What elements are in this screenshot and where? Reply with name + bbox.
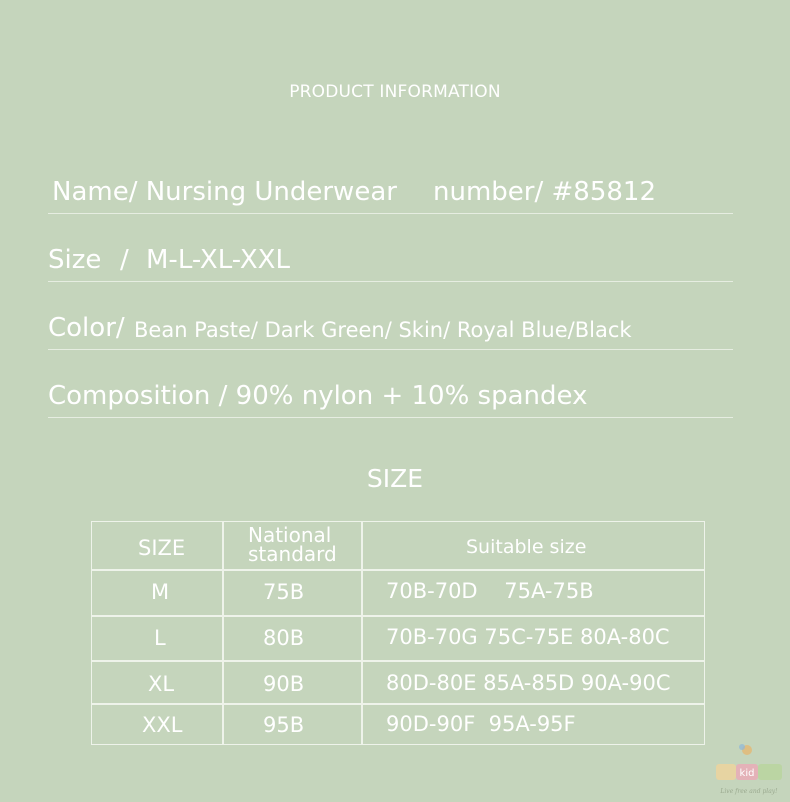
column-divider: [361, 522, 363, 744]
header-suitable-size: Suitable size: [466, 536, 587, 558]
color-row: [48, 296, 733, 350]
row-m-suitable: 70B-70D 75A-75B: [386, 579, 594, 603]
row-m-national: 75B: [263, 580, 305, 604]
row-l-national: 80B: [263, 626, 305, 650]
brand-name: kid: [739, 768, 755, 779]
size-label: Size: [48, 245, 102, 275]
size-value: M-L-XL-XXL: [146, 245, 290, 275]
size-section-title: SIZE: [366, 464, 424, 493]
header-size: SIZE: [138, 536, 186, 560]
row-m-size: M: [151, 580, 170, 604]
composition-text: Composition / 90% nylon + 10% spandex: [48, 381, 588, 411]
row-xxl-suitable: 90D-90F 95A-95F: [386, 712, 576, 736]
brand-logo-icon: [714, 742, 784, 798]
row-divider: [92, 660, 704, 662]
color-value: Bean Paste/ Dark Green/ Skin/ Royal Blue/Black: [134, 318, 632, 342]
brand-tagline: Live free and play!: [720, 788, 778, 795]
row-divider: [92, 615, 704, 617]
name-row: [48, 160, 733, 214]
color-label: Color/: [48, 313, 125, 343]
row-l-size: L: [154, 626, 166, 650]
row-divider: [92, 703, 704, 705]
header-national-line2: standard: [248, 542, 337, 566]
row-l-suitable: 70B-70G 75C-75E 80A-80C: [386, 625, 670, 649]
column-divider: [222, 522, 224, 744]
row-xl-national: 90B: [263, 672, 305, 696]
header-national-line1: National: [248, 523, 332, 547]
row-xl-suitable: 80D-80E 85A-85D 90A-90C: [386, 671, 671, 695]
product-name: Name/ Nursing Underwear: [52, 177, 397, 207]
brand-watermark: [714, 742, 784, 798]
size-table: [91, 521, 705, 745]
row-divider: [92, 569, 704, 571]
page-title: PRODUCT INFORMATION: [289, 82, 501, 102]
row-xl-size: XL: [148, 672, 175, 696]
composition-row: [48, 364, 733, 418]
row-xxl-size: XXL: [142, 713, 183, 737]
row-xxl-national: 95B: [263, 713, 305, 737]
product-number: number/ #85812: [433, 177, 656, 207]
size-separator: /: [120, 245, 129, 275]
size-row: [48, 228, 733, 282]
